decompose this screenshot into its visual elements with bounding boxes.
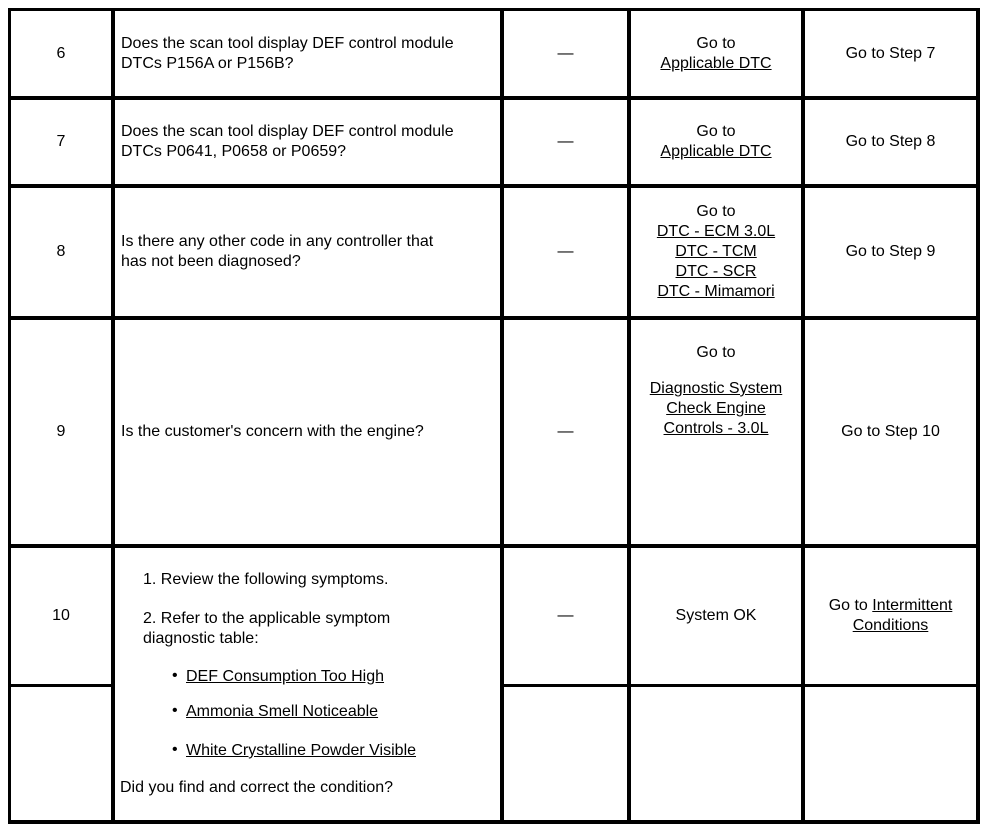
step-values: — [557,243,574,260]
dtc-mimamori-link[interactable]: DTC - Mimamori [657,283,775,300]
table-border-right [976,8,980,824]
question-text: Did you find and correct the condition? [120,779,394,796]
table-border-bottom [8,820,980,824]
intermittent-conditions-link-continued[interactable]: Conditions [852,617,929,634]
dtc-tcm-link[interactable]: DTC - TCM [675,243,757,260]
bullet-icon: • [172,667,178,684]
instruction-item-continued: diagnostic table: [143,630,259,647]
step-number: 8 [56,243,66,260]
step-no-action: Go to Step 7 [845,44,936,62]
diagnostic-system-check-link[interactable]: Diagnostic System Check Engine Controls - 3.0L [649,380,783,437]
step-no-action: Go to Step 10 [841,423,940,440]
step-values: — [557,44,574,62]
bullet-icon: • [172,741,178,758]
step-number: 6 [56,44,66,62]
step-yes-action: Go to Applicable DTC [660,123,772,160]
step-values: — [557,607,574,624]
applicable-dtc-link[interactable]: Applicable DTC [660,143,772,160]
ammonia-smell-link[interactable]: Ammonia Smell Noticeable [186,703,379,720]
step-values: — [557,423,574,440]
step-yes-action: System OK [675,607,757,624]
step-yes-action: Go to DTC - ECM 3.0L DTC - TCM DTC - SCR DTC - Mimamori [656,203,776,300]
step-question: Is the customer's concern with the engine? [121,423,424,440]
def-consumption-link[interactable]: DEF Consumption Too High [186,668,385,685]
step-values: — [557,133,574,150]
step-question: Is there any other code in any controller that has not been diagnosed? [121,233,434,270]
row-divider-partial [500,684,980,687]
step-no-action: Go to Intermittent Conditions [828,597,953,634]
step-no-action: Go to Step 8 [845,133,936,150]
step-number: 7 [56,133,66,150]
step-number: 9 [56,423,66,440]
instruction-item: 2. Refer to the applicable symptom [143,610,391,627]
row-divider-partial [8,684,115,687]
applicable-dtc-link[interactable]: Applicable DTC [660,54,772,72]
dtc-scr-link[interactable]: DTC - SCR [675,263,757,280]
step-no-action: Go to Step 9 [845,243,936,260]
bullet-icon: • [172,702,178,719]
instruction-item: 1. Review the following symptoms. [143,571,389,588]
step-question: Does the scan tool display DEF control module DTCs P156A or P156B? [121,34,454,72]
step-question: Does the scan tool display DEF control module DTCs P0641, P0658 or P0659? [121,123,454,160]
step-question [115,548,500,820]
step-yes-action: Go to Applicable DTC [660,34,772,72]
intermittent-conditions-link[interactable]: Intermittent [872,597,953,614]
step-yes-action: Go to Diagnostic System Check Engine Controls - 3.0L [631,320,801,544]
dtc-ecm-link[interactable]: DTC - ECM 3.0L [656,223,776,240]
step-number: 10 [52,607,70,624]
white-powder-link[interactable]: White Crystalline Powder Visible [186,742,417,759]
